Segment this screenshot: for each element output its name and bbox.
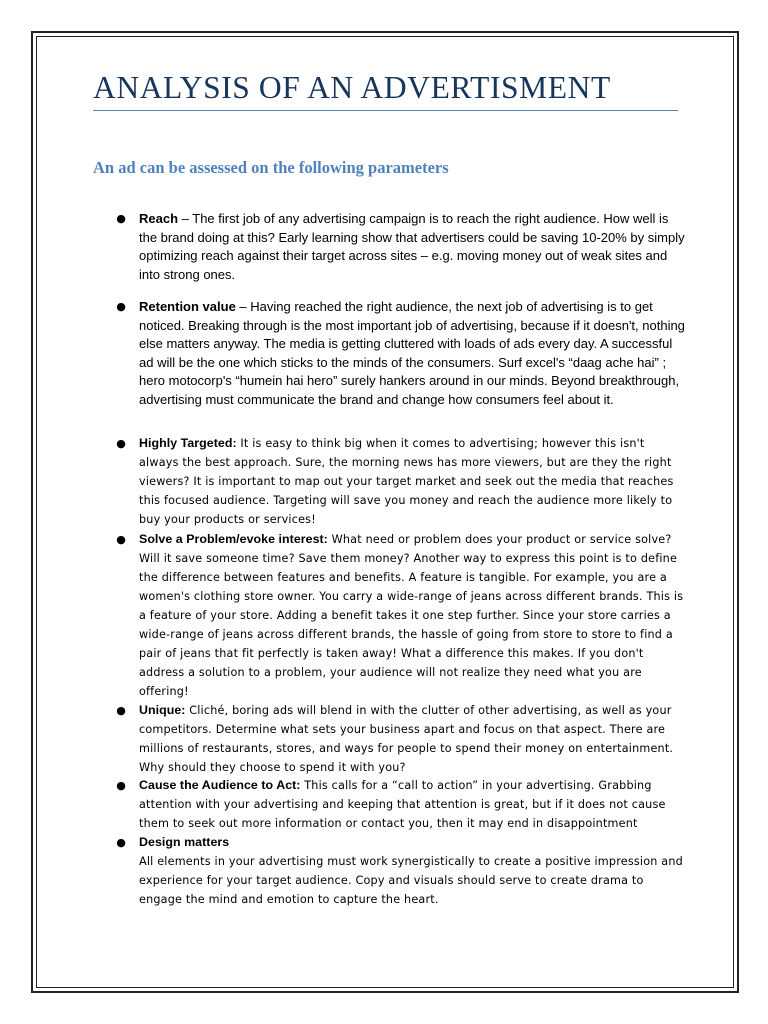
bullet-icon: ● (116, 212, 126, 225)
item-label: Unique: (139, 703, 186, 717)
document-subtitle: An ad can be assessed on the following parameters (93, 158, 449, 177)
list-item-reach (115, 210, 685, 284)
title-underline (93, 110, 678, 111)
bullet-icon: ● (116, 779, 126, 792)
list-item-retention-value (115, 298, 685, 409)
item-label: Retention value (139, 299, 236, 314)
item-text: What need or problem does your product or service solve? Will it save someone time? Save them money? Another way to express this point is to define the difference between features and benefits. A feature is tangible. For example, you are a women's clothing store owner. You carry a wide-range of jeans across different brands. This is a feature of your store. Adding a benefit takes it one step further. Since your store carries a wide-range of jeans across different brands, the hassle of going from store to store to find a pair of jeans that fit perfectly is taken away! What a difference this makes. If you don't address a solution to a problem, your audience will not realize they need what you are offering! (139, 533, 684, 698)
item-text: Cliché, boring ads will blend in with the clutter of other advertising, as well as your competitors. Determine what sets your business apart and focus on that aspect. There are millions of restaurants, stores, and ways for people to spend their money on entertainment. Why should they choose to spend it with you? (139, 704, 674, 774)
list-item-cause-to-act (115, 776, 685, 833)
bullet-icon: ● (116, 437, 126, 450)
item-label: Reach (139, 211, 179, 226)
bullet-icon: ● (116, 533, 126, 546)
list-item-design-matters (115, 833, 685, 909)
bullet-icon: ● (116, 836, 126, 849)
document-title: ANALYSIS OF AN ADVERTISMENT (93, 70, 611, 105)
item-text: – Having reached the right audience, the next job of advertising is to get noticed. Breaking through is the most important job of advertising, because if it doesn't, nothing else matters anyway. The media is getting cluttered with loads of ads every day. A successful ad will be the one which sticks to the minds of the consumers. Surf excel's “daag ache hai” ; hero motocorp's “humein hai hero” surely hankers around in our minds. Beyond breakthrough, advertising must communicate the brand and change how consumers feel about it. (139, 299, 685, 407)
item-text: It is easy to think big when it comes to advertising; however this isn't always the best approach. Sure, the morning news has more viewers, but are they the right viewers? It is important to map out your target market and seek out the media that reaches this focused audience. Targeting will save you money and reach the audience more likely to buy your products or services! (139, 437, 674, 526)
list-item-highly-targeted (115, 434, 685, 529)
item-label: Highly Targeted: (139, 436, 237, 450)
item-text: – The first job of any advertising campaign is to reach the right audience. How well is the brand doing at this? Early learning show that advertisers could be saving 10-20% by simply optimizing reach against their target across sites – e.g. moving money out of weak sites and into strong ones. (139, 211, 685, 282)
item-label: Solve a Problem/evoke interest: (139, 532, 328, 546)
item-text: All elements in your advertising must work synergistically to create a positive impression and experience for your target audience. Copy and visuals should serve to create drama to engage the mind and emotion to capture the heart. (139, 855, 683, 906)
item-label: Cause the Audience to Act: (139, 778, 301, 792)
bullet-icon: ● (116, 704, 126, 717)
list-item-solve-a-problem (115, 530, 685, 701)
list-item-unique (115, 701, 685, 777)
item-label: Design matters (139, 835, 230, 849)
bullet-icon: ● (116, 300, 126, 313)
item-text: This calls for a “call to action” in your advertising. Grabbing attention with your advertising and keeping that attention is great, but if it does not cause them to seek out more information or contact you, then it may end in disappointment (139, 779, 666, 830)
